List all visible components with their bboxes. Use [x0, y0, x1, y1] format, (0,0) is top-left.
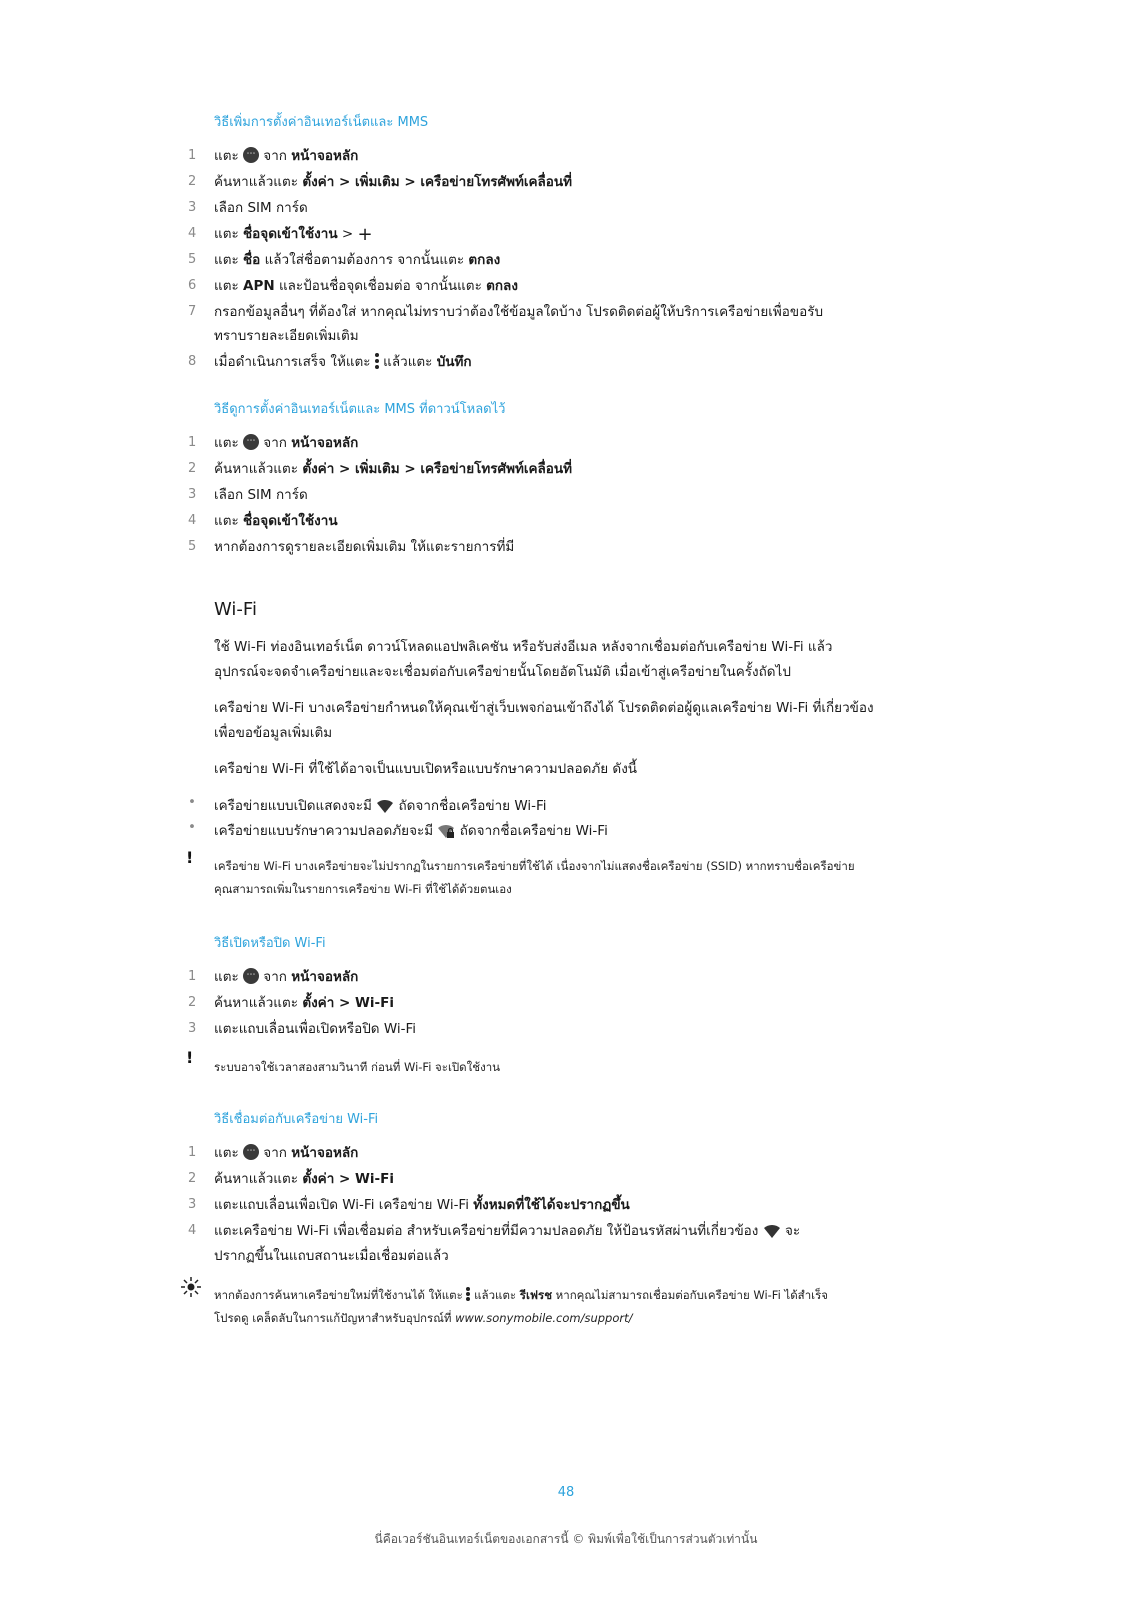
tip-line [214, 1284, 954, 1307]
step-number: 1 [188, 435, 197, 450]
wifi-icon [376, 798, 394, 814]
step-bold: ชื่อ [243, 252, 261, 268]
step-text: แตะ [214, 513, 244, 529]
section-title: Wi-Fi [214, 599, 257, 620]
step-text: จาก [259, 1145, 292, 1161]
step-number: 3 [188, 200, 197, 215]
paragraph-line: เพื่อขอข้อมูลเพิ่มเติม [214, 725, 333, 741]
paragraph-line: เครือข่าย Wi-Fi บางเครือข่ายกำหนดให้คุณเข้าสู่เว็บเพจก่อนเข้าถึงได้ โปรดติดต่อผู้ดูแลเครือข่าย Wi-Fi ที่เกี่ยวข้อง [214, 700, 874, 716]
warning-icon: ! [186, 848, 194, 867]
menu-icon [466, 1286, 470, 1302]
step-bold: ตั้งค่า > เพิ่มเติม > เครือข่ายโทรศัพท์เคลื่อนที่ [302, 461, 573, 477]
section-heading: วิธีเปิดหรือปิด Wi-Fi [214, 936, 326, 951]
step-number: 1 [188, 1145, 197, 1160]
step-number: 2 [188, 995, 197, 1010]
step-number: 4 [188, 1223, 197, 1238]
step-number: 7 [188, 304, 197, 319]
tip [214, 1284, 954, 1330]
step-number: 3 [188, 1021, 197, 1036]
tip-text: โปรดดู เคล็ดลับในการแก้ปัญหาสำหรับอุปกรณ์ที่ [214, 1311, 456, 1325]
tip-text: หากคุณไม่สามารถเชื่อมต่อกับเครือข่าย Wi-Fi ได้สำเร็จ [552, 1288, 828, 1302]
step-text: เลือก SIM การ์ด [214, 200, 308, 216]
step-text: จาก [259, 148, 292, 164]
apps-icon [243, 1144, 259, 1160]
plus-icon: + [357, 224, 373, 245]
step-number: 8 [188, 354, 197, 369]
bullet-text: เครือข่ายแบบเปิดแสดงจะมี [214, 798, 377, 814]
step-text: จะ [780, 1223, 801, 1239]
note [214, 855, 954, 901]
step-bold: ตั้งค่า > เพิ่มเติม > เครือข่ายโทรศัพท์เคลื่อนที่ [302, 174, 573, 190]
tip-text: หากต้องการค้นหาเครือข่ายใหม่ที่ใช้งานได้ ให้แตะ [214, 1288, 467, 1302]
paragraph [214, 696, 954, 746]
step-text: จาก [259, 435, 292, 451]
step-bold: หน้าจอหลัก [291, 969, 359, 985]
apps-icon [243, 147, 259, 163]
step-text: แตะ [214, 226, 244, 242]
bullet-dot: • [188, 794, 196, 810]
warning-icon: ! [186, 1048, 194, 1067]
step-number: 3 [188, 1197, 197, 1212]
step-text: ค้นหาแล้วแตะ [214, 461, 303, 477]
bullet-text: ถัดจากชื่อเครือข่าย Wi-Fi [394, 798, 547, 814]
tip-text: แล้วแตะ [470, 1288, 520, 1302]
step-bold: ชื่อจุดเข้าใช้งาน [243, 226, 338, 242]
paragraph-line: อุปกรณ์จะจดจำเครือข่ายและจะเชื่อมต่อกับเครือข่ายนั้นโดยอัตโนมัติ เมื่อเข้าสู่เครือข่ายในครั้งถัดไป [214, 664, 791, 680]
step-text: ทราบรายละเอียดเพิ่มเติม [214, 328, 359, 344]
paragraph-line: ใช้ Wi-Fi ท่องอินเทอร์เน็ต ดาวน์โหลดแอปพลิเคชัน หรือรับส่งอีเมล หลังจากเชื่อมต่อกับเครือข่าย Wi-Fi แล้ว [214, 639, 833, 655]
step-text: แตะ [214, 435, 244, 451]
step-number: 2 [188, 1171, 197, 1186]
step-text: แตะ [214, 148, 244, 164]
step-number: 4 [188, 226, 197, 241]
tip-line [214, 1307, 954, 1330]
step-bold: บันทึก [436, 354, 472, 370]
step-text: แตะแถบเลื่อนเพื่อเปิด Wi-Fi เครือข่าย Wi-Fi [214, 1197, 474, 1213]
step-text: แตะแถบเลื่อนเพื่อเปิดหรือปิด Wi-Fi [214, 1021, 417, 1037]
step-bold: ทั้งหมดที่ใช้ได้จะปรากฏขึ้น [473, 1197, 630, 1213]
wifi-icon [763, 1223, 781, 1239]
step-text: แตะ [214, 969, 244, 985]
step-bold: ตั้งค่า > Wi-Fi [302, 995, 394, 1011]
paragraph [214, 757, 954, 782]
tip-lightbulb-icon [180, 1276, 202, 1298]
apps-icon [243, 434, 259, 450]
paragraph-line: เครือข่าย Wi-Fi ที่ใช้ได้อาจเป็นแบบเปิดหรือแบบรักษาความปลอดภัย ดังนี้ [214, 761, 638, 777]
step-bold: หน้าจอหลัก [291, 435, 359, 451]
step-text: > [337, 226, 358, 242]
section-heading: วิธีเพิ่มการตั้งค่าอินเทอร์เน็ตและ MMS [214, 115, 429, 130]
step-number: 4 [188, 513, 197, 528]
step-text: แตะ [214, 278, 244, 294]
step-bold: หน้าจอหลัก [291, 148, 359, 164]
bullet-dot: • [188, 819, 196, 835]
apps-icon [243, 968, 259, 984]
step-text: ค้นหาแล้วแตะ [214, 995, 303, 1011]
page-number: 48 [557, 1485, 575, 1500]
step-text: แตะ [214, 252, 244, 268]
step-bold: APN [243, 278, 275, 294]
note-line: คุณสามารถเพิ่มในรายการเครือข่าย Wi-Fi ที่ใช้ได้ด้วยตนเอง [214, 882, 512, 896]
note: ระบบอาจใช้เวลาสองสามวินาที ก่อนที่ Wi-Fi จะเปิดใช้งาน [214, 1060, 501, 1074]
step-text: ค้นหาแล้วแตะ [214, 174, 303, 190]
step-number: 5 [188, 252, 197, 267]
paragraph [214, 635, 954, 685]
step-text: แตะเครือข่าย Wi-Fi เพื่อเชื่อมต่อ สำหรับเครือข่ายที่มีความปลอดภัย ให้ป้อนรหัสผ่านที่เกี่ยวข้อง [214, 1223, 763, 1239]
step-text: จาก [259, 969, 292, 985]
menu-icon [375, 353, 379, 369]
step-text: ค้นหาแล้วแตะ [214, 1171, 303, 1187]
section-heading: วิธีเชื่อมต่อกับเครือข่าย Wi-Fi [214, 1112, 379, 1127]
bullet-text: เครือข่ายแบบรักษาความปลอดภัยจะมี [214, 823, 438, 839]
step-text: เลือก SIM การ์ด [214, 487, 308, 503]
step-number: 1 [188, 148, 197, 163]
bullet-text: ถัดจากชื่อเครือข่าย Wi-Fi [455, 823, 608, 839]
step-number: 5 [188, 539, 197, 554]
step-bold: ตกลง [468, 252, 501, 268]
step-bold: หน้าจอหลัก [291, 1145, 359, 1161]
step-number: 6 [188, 278, 197, 293]
step-text: กรอกข้อมูลอื่นๆ ที่ต้องใส่ หากคุณไม่ทราบว่าต้องใช้ข้อมูลใดบ้าง โปรดติดต่อผู้ให้บริการเครือข่ายเพื่อขอรับ [214, 304, 824, 320]
step-text: และป้อนชื่อจุดเชื่อมต่อ จากนั้นแตะ [274, 278, 487, 294]
step-number: 3 [188, 487, 197, 502]
note-line: เครือข่าย Wi-Fi บางเครือข่ายจะไม่ปรากฏในรายการเครือข่ายที่ใช้ได้ เนื่องจากไม่แสดงชื่อเครือข่าย (SSID) หากทราบชื่อเครือข่าย [214, 859, 855, 873]
step-bold: ตกลง [486, 278, 518, 294]
step-number: 1 [188, 969, 197, 984]
footer: นี่คือเวอร์ชันอินเทอร์เน็ตของเอกสารนี้ © พิมพ์เพื่อใช้เป็นการส่วนตัวเท่านั้น [374, 1532, 758, 1546]
support-link[interactable]: www.sonymobile.com/support/ [455, 1311, 633, 1325]
tip-bold: รีเฟรช [519, 1288, 553, 1302]
step-bold: ชื่อจุดเข้าใช้งาน [243, 513, 338, 529]
step-text: แล้วแตะ [378, 354, 437, 370]
step-bold: ตั้งค่า > Wi-Fi [302, 1171, 394, 1187]
step-text: เมื่อดำเนินการเสร็จ ให้แตะ [214, 354, 375, 370]
step-text: ปรากฏขึ้นในแถบสถานะเมื่อเชื่อมต่อแล้ว [214, 1248, 449, 1264]
step-text: หากต้องการดูรายละเอียดเพิ่มเติม ให้แตะรายการที่มี [214, 539, 515, 555]
step-text: แล้วใส่ชื่อตามต้องการ จากนั้นแตะ [260, 252, 469, 268]
section-heading: วิธีดูการตั้งค่าอินเทอร์เน็ตและ MMS ที่ดาวน์โหลดไว้ [214, 402, 506, 417]
wifi-lock-icon [437, 823, 455, 839]
step-number: 2 [188, 461, 197, 476]
step-number: 2 [188, 174, 197, 189]
step-text: แตะ [214, 1145, 244, 1161]
